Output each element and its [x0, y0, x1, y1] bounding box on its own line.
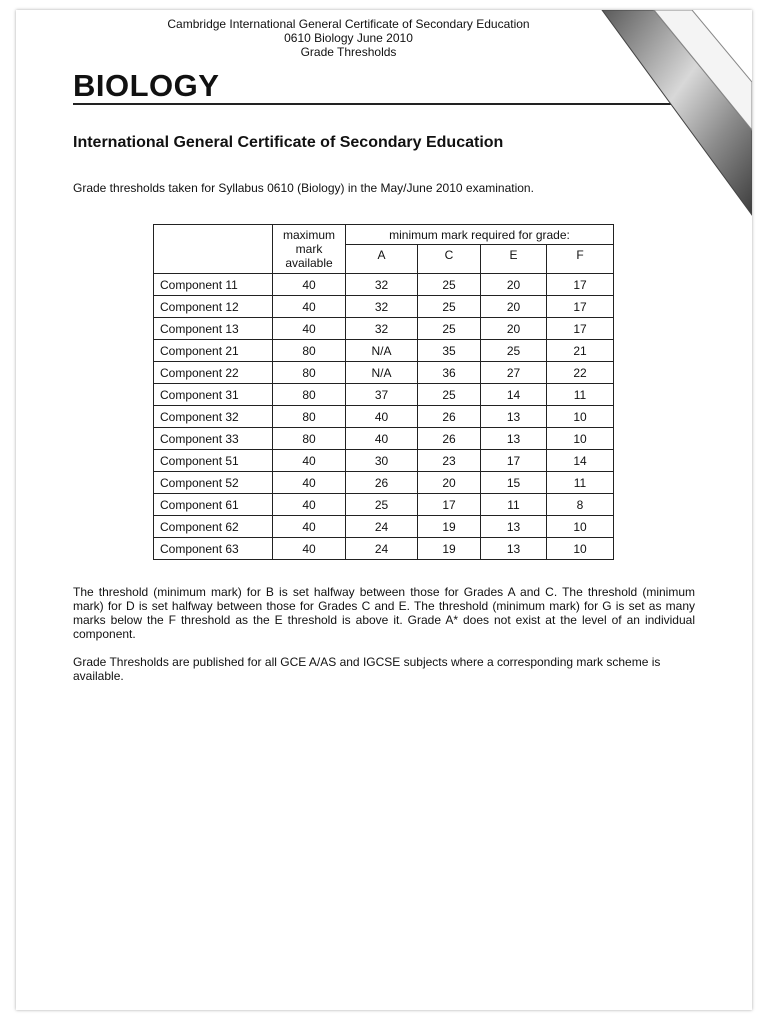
table-row: [154, 318, 614, 340]
cell-f: 8: [547, 494, 614, 516]
cell-c: 19: [418, 538, 481, 560]
cell-max: 80: [273, 384, 346, 406]
document-page: [16, 10, 752, 1010]
cell-c: 17: [418, 494, 481, 516]
cell-max: 80: [273, 428, 346, 450]
table-row: [154, 362, 614, 384]
table-row: [154, 428, 614, 450]
cell-component: Component 51: [154, 450, 273, 472]
cell-e: 17: [481, 450, 547, 472]
cell-a: 32: [346, 318, 418, 340]
cell-c: 26: [418, 406, 481, 428]
cell-e: 14: [481, 384, 547, 406]
cell-c: 20: [418, 472, 481, 494]
cell-max: 40: [273, 516, 346, 538]
table-row: [154, 538, 614, 560]
threshold-explanation: The threshold (minimum mark) for B is set halfway between those for Grades A and C. The threshold (minimum mark) for D is set halfway between those for Grades C and E. The threshold (minimum mark) for G is set as many marks below the F threshold as the E threshold is above it. Grade A* does not exist at the level of an individual component.: [73, 585, 695, 641]
cell-component: Component 62: [154, 516, 273, 538]
intro-text: Grade thresholds taken for Syllabus 0610 (Biology) in the May/June 2010 examination.: [73, 181, 534, 195]
cell-e: 15: [481, 472, 547, 494]
cell-f: 17: [547, 296, 614, 318]
header-line-1: Cambridge International General Certificate of Secondary Education: [167, 17, 530, 31]
table-row: [154, 274, 614, 296]
table-row: [154, 296, 614, 318]
cell-component: Component 22: [154, 362, 273, 384]
cell-max: 40: [273, 494, 346, 516]
grade-header-f: F: [547, 245, 614, 274]
cell-max: 40: [273, 274, 346, 296]
cell-component: Component 31: [154, 384, 273, 406]
header-line-2: 0610 Biology June 2010: [284, 31, 413, 45]
cell-f: 10: [547, 428, 614, 450]
cell-max: 80: [273, 340, 346, 362]
cell-c: 25: [418, 296, 481, 318]
cell-a: 25: [346, 494, 418, 516]
cell-c: 35: [418, 340, 481, 362]
cell-a: 24: [346, 516, 418, 538]
table-row: [154, 472, 614, 494]
cell-e: 13: [481, 406, 547, 428]
cell-e: 27: [481, 362, 547, 384]
table-row: [154, 384, 614, 406]
cell-component: Component 32: [154, 406, 273, 428]
cell-f: 14: [547, 450, 614, 472]
table-row: [154, 406, 614, 428]
cell-e: 11: [481, 494, 547, 516]
cell-c: 25: [418, 318, 481, 340]
cell-max: 80: [273, 406, 346, 428]
table-row: [154, 494, 614, 516]
cell-e: 13: [481, 538, 547, 560]
table-row: [154, 516, 614, 538]
page-title: BIOLOGY: [73, 68, 220, 103]
grade-header-e: E: [481, 245, 547, 274]
cell-e: 13: [481, 516, 547, 538]
cell-max: 40: [273, 450, 346, 472]
cell-max: 80: [273, 362, 346, 384]
publication-note: Grade Thresholds are published for all GCE A/AS and IGCSE subjects where a corresponding mark scheme is available.: [73, 655, 661, 683]
cell-e: 25: [481, 340, 547, 362]
cell-a: 32: [346, 296, 418, 318]
cell-a: 37: [346, 384, 418, 406]
grade-header-c: C: [418, 245, 481, 274]
cell-a: 40: [346, 428, 418, 450]
max-mark-header: maximum mark available: [273, 225, 346, 274]
grade-header-a: A: [346, 245, 418, 274]
cell-max: 40: [273, 538, 346, 560]
grade-threshold-table: [153, 224, 614, 560]
cell-a: N/A: [346, 362, 418, 384]
cell-e: 20: [481, 318, 547, 340]
cell-max: 40: [273, 472, 346, 494]
cell-component: Component 13: [154, 318, 273, 340]
cell-f: 11: [547, 384, 614, 406]
table-row: [154, 450, 614, 472]
cell-c: 26: [418, 428, 481, 450]
header-line-3: Grade Thresholds: [300, 45, 397, 59]
cell-f: 11: [547, 472, 614, 494]
page-subtitle: International General Certificate of Secondary Education: [73, 134, 504, 151]
cell-max: 40: [273, 318, 346, 340]
cell-f: 21: [547, 340, 614, 362]
cell-c: 19: [418, 516, 481, 538]
cell-a: 26: [346, 472, 418, 494]
cell-component: Component 21: [154, 340, 273, 362]
cell-a: N/A: [346, 340, 418, 362]
cell-f: 10: [547, 406, 614, 428]
cell-e: 20: [481, 296, 547, 318]
cell-e: 13: [481, 428, 547, 450]
cell-c: 25: [418, 274, 481, 296]
cell-f: 22: [547, 362, 614, 384]
cell-component: Component 61: [154, 494, 273, 516]
table-row: [154, 340, 614, 362]
cell-a: 24: [346, 538, 418, 560]
cell-component: Component 63: [154, 538, 273, 560]
cell-c: 23: [418, 450, 481, 472]
cell-f: 17: [547, 274, 614, 296]
cell-max: 40: [273, 296, 346, 318]
cell-a: 30: [346, 450, 418, 472]
table-corner-cell: [154, 225, 273, 274]
cell-a: 40: [346, 406, 418, 428]
cell-e: 20: [481, 274, 547, 296]
min-mark-header: minimum mark required for grade:: [346, 225, 614, 245]
cell-component: Component 33: [154, 428, 273, 450]
cell-f: 17: [547, 318, 614, 340]
page-curl-icon: [562, 10, 752, 230]
cell-c: 36: [418, 362, 481, 384]
cell-f: 10: [547, 516, 614, 538]
cell-c: 25: [418, 384, 481, 406]
cell-component: Component 52: [154, 472, 273, 494]
cell-a: 32: [346, 274, 418, 296]
cell-f: 10: [547, 538, 614, 560]
cell-component: Component 12: [154, 296, 273, 318]
cell-component: Component 11: [154, 274, 273, 296]
